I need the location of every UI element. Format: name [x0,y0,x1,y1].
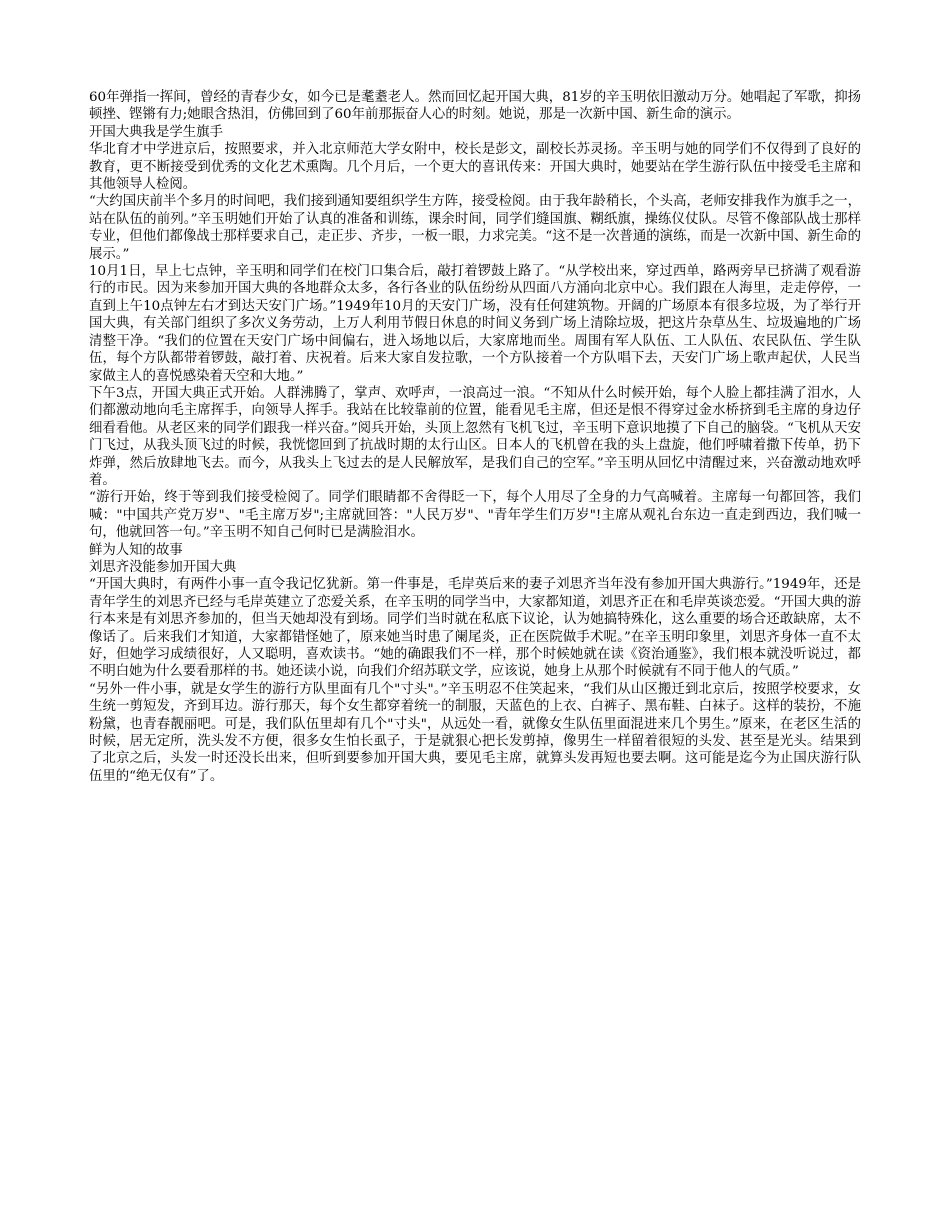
article-body [89,89,861,785]
paragraph: “开国大典时，有两件小事一直令我记忆犹新。第一件事是，毛岸英后来的妻子刘思齐当年没有参加开国大典游行。”1949年，还是青年学生的刘思齐已经与毛岸英建立了恋爱关系，在辛玉明的同学当中，大家都知道，刘思齐正在和毛岸英谈恋爱。“开国大典的游行本来是有刘思齐参加的，但当天她却没有到场。同学们当时就在私底下议论，认为她搞特殊化，这么重要的场合还敢缺席，太不像话了。后来我们才知道，大家都错怪她了，原来她当时患了阑尾炎，正在医院做手术呢。”在辛玉明印象里，刘思齐身体一直不太好，但她学习成绩很好，人又聪明，喜欢读书。“她的确跟我们不一样，那个时候她就在读《资治通鉴》，我们根本就没听说过，都不明白她为什么要看那样的书。她还读小说，向我们介绍苏联文学，应该说，她身上从那个时候就有不同于他人的气质。” [89,577,861,680]
paragraph: 10月1日，早上七点钟，辛玉明和同学们在校门口集合后，敲打着锣鼓上路了。“从学校出来，穿过西单，路两旁早已挤满了观看游行的市民。因为来参加开国大典的各地群众太多，各行各业的队伍纷纷从四面八方涌向北京中心。我们跟在人海里，走走停停，一直到上午10点钟左右才到达天安门广场。”1949年10月的天安门广场，没有任何建筑物。开阔的广场原本有很多垃圾，为了举行开国大典，有关部门组织了多次义务劳动，上万人利用节假日休息的时间义务到广场上清除垃圾，把这片杂草丛生、垃圾遍地的广场清整干净。“我们的位置在天安门广场中间偏右，进入场地以后，大家席地而坐。周围有军人队伍、工人队伍、农民队伍、学生队伍，每个方队都带着锣鼓，敲打着、庆祝着。后来大家自发拉歌，一个方队接着一个方队唱下去，天安门广场上歌声起伏，人民当家做主人的喜悦感染着天空和大地。” [89,264,861,384]
section-heading: 刘思齐没能参加开国大典 [89,559,237,575]
paragraph: “游行开始，终于等到我们接受检阅了。同学们眼睛都不舍得眨一下，每个人用尽了全身的力气高喊着。主席每一句都回答，我们喊："中国共产党万岁"、"毛主席万岁";主席就回答："人民万岁"、"青年学生们万岁"!主席从观礼台东边一直走到西边，我们喊一句，他就回答一句。”辛玉明不知自己何时已是满脸泪水。 [89,490,861,541]
paragraph: 下午3点，开国大典正式开始。人群沸腾了，掌声、欢呼声，一浪高过一浪。“不知从什么时候开始，每个人脸上都挂满了泪水，人们都激动地向毛主席挥手，向领导人挥手。我站在比较靠前的位置，能看见毛主席，但还是恨不得穿过金水桥挤到毛主席的身边仔细看看他。从老区来的同学们跟我一样兴奋。”阅兵开始，头顶上忽然有飞机飞过，辛玉明下意识地摸了下自己的脑袋。“飞机从天安门飞过，从我头顶飞过的时候，我恍惚回到了抗战时期的太行山区。日本人的飞机曾在我的头上盘旋，他们呼啸着撒下传单，扔下炸弹，然后放肆地飞去。而今，从我头上飞过去的是人民解放军，是我们自己的空军。”辛玉明从回忆中清醒过来，兴奋激动地欢呼着。 [89,385,861,488]
paragraph: 华北育才中学进京后，按照要求，并入北京师范大学女附中，校长是彭文，副校长苏灵扬。辛玉明与她的同学们不仅得到了良好的教育，更不断接受到优秀的文化艺术熏陶。几个月后，一个更大的喜讯传来：开国大典时，她要站在学生游行队伍中接受毛主席和其他领导人检阅。 [89,142,861,193]
paragraph: 60年弹指一挥间，曾经的青春少女，如今已是耄耋老人。然而回忆起开国大典，81岁的辛玉明依旧激动万分。她唱起了军歌，抑扬顿挫、铿锵有力;她眼含热泪，仿佛回到了60年前那振奋人心的时刻。她说，那是一次新中国、新生命的演示。 [89,90,861,123]
paragraph: “大约国庆前半个多月的时间吧，我们接到通知要组织学生方阵，接受检阅。由于我年龄稍长，个头高，老师安排我作为旗手之一，站在队伍的前列。”辛玉明她们开始了认真的准备和训练，课余时间，同学们缝国旗、糊纸旗，操练仪仗队。尽管不像部队战士那样专业，但他们都像战士那样要求自己，走正步、齐步，一板一眼，力求完美。“这不是一次普通的演练，而是一次新中国、新生命的展示。” [89,194,861,262]
section-heading: 鲜为人知的故事 [89,542,183,558]
paragraph: “另外一件小事，就是女学生的游行方队里面有几个"寸头"。”辛玉明忍不住笑起来，“我们从山区搬迁到北京后，按照学校要求，女生统一剪短发，齐到耳边。游行那天，每个女生都穿着统一的制服，天蓝色的上衣、白裤子、黑布鞋、白袜子。这样的装扮，不施粉黛，也青春靓丽吧。可是，我们队伍里却有几个"寸头"，从远处一看，就像女生队伍里面混进来几个男生。”原来，在老区生活的时候，居无定所，洗头发不方便，很多女生怕长虱子，于是就狠心把长发剪掉，像男生一样留着很短的头发、甚至是光头。结果到了北京之后，头发一时还没长出来，但听到要参加开国大典，要见毛主席，就算头发再短也要去啊。这可能是迄今为止国庆游行队伍里的“绝无仅有”了。 [89,681,861,784]
section-heading: 开国大典我是学生旗手 [89,124,223,140]
